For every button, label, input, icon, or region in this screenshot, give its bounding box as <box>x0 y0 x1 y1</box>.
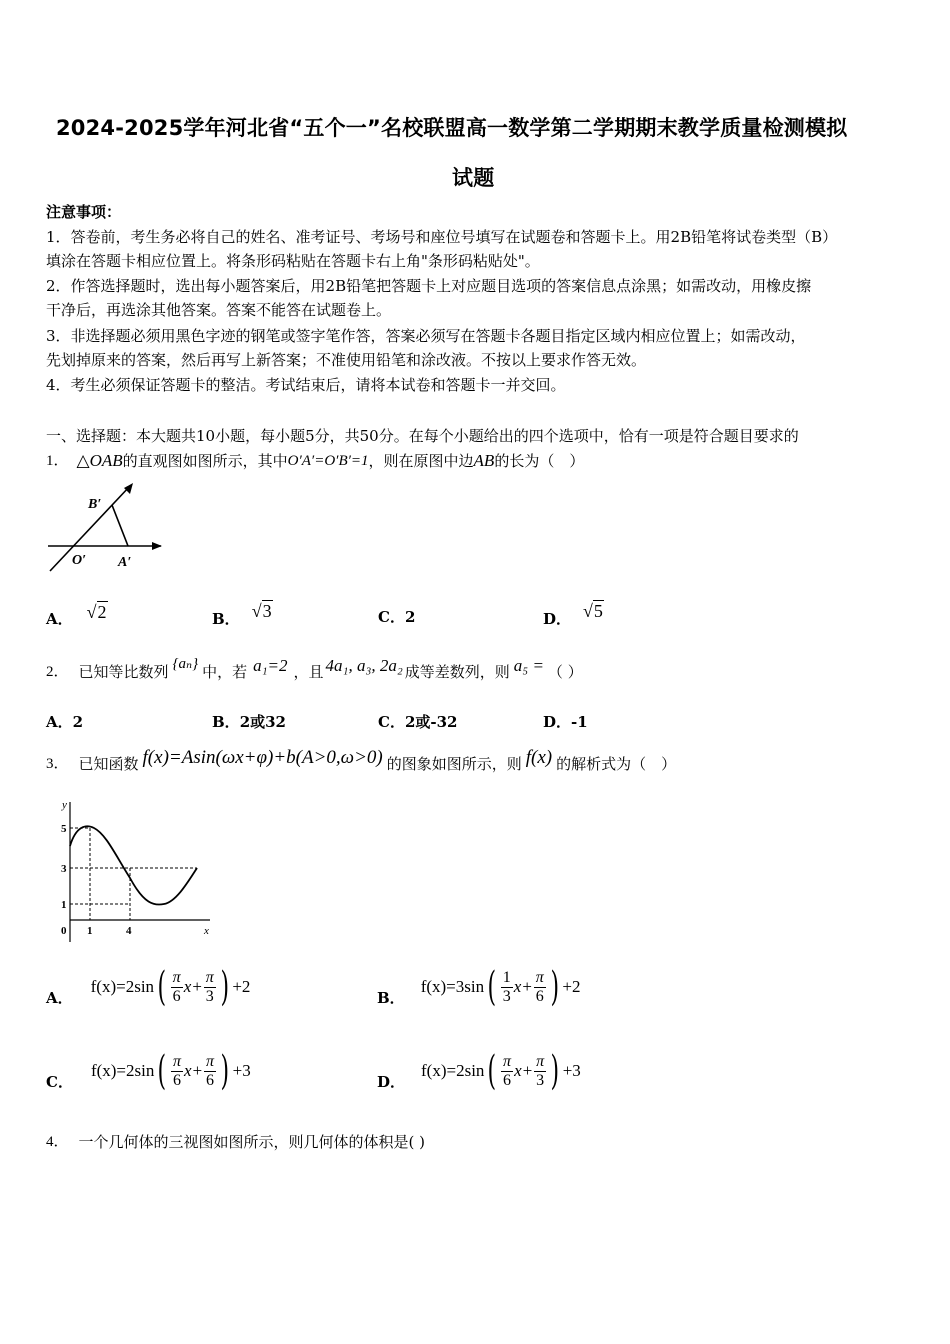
option-value: 2 <box>72 713 84 731</box>
expression-tail: +2 <box>562 977 581 996</box>
option-expression <box>421 964 581 1010</box>
notice-line: 填涂在答题卡相应位置上。将条形码粘贴在答题卡右上角"条形码粘贴处"。 <box>46 252 540 270</box>
expression-lhs: f(x)=3sin <box>420 977 485 996</box>
option-label: D． <box>543 713 572 731</box>
notice-line: 2．作答选择题时，选出每小题答案后，用2B铅笔把答题卡上对应题目选项的答案信息点涂黑；如需改动，用橡皮擦 <box>46 277 812 295</box>
question-text: 的图象如图所示，则 <box>386 755 522 773</box>
condition: O′A′=O′B′=1 <box>287 453 369 469</box>
point-a-label: A′ <box>118 555 132 570</box>
question-text: 的直观图如图所示，其中 <box>122 452 288 470</box>
option-value: 2 <box>404 608 416 626</box>
option-expression <box>91 964 251 1010</box>
option-label: C． <box>378 608 405 626</box>
fraction <box>501 969 513 1006</box>
option-b[interactable] <box>212 711 286 732</box>
x-axis-label: x <box>204 925 209 937</box>
triangle-label: △OAB <box>76 451 123 470</box>
sine-graph-figure <box>56 796 216 946</box>
question-text: （ ） <box>547 663 583 681</box>
option-label: B． <box>377 988 405 1007</box>
option-b[interactable] <box>212 594 273 629</box>
option-a[interactable] <box>46 962 250 1012</box>
function-formula: f(x)=Asin(ωx+φ)+b(A>0,ω>0) <box>142 747 383 768</box>
question-1 <box>46 449 584 473</box>
option-label: B． <box>212 713 240 731</box>
x-tick-4: 4 <box>126 925 132 937</box>
y-axis-label: y <box>62 799 67 811</box>
question-text: 的长为（ ） <box>494 452 585 470</box>
notice-line: 3．非选择题必须用黑色字迹的钢笔或签字笔作答，答案必须写在答题卡各题目指定区域内相应位置上；如需改动， <box>46 327 806 345</box>
origin-label: 0 <box>61 925 67 937</box>
question-2 <box>46 652 583 692</box>
option-c[interactable] <box>378 711 458 732</box>
option-expression <box>421 1048 581 1094</box>
option-label: A． <box>46 713 73 731</box>
fraction <box>204 1053 216 1090</box>
condition: a₁=2 <box>253 656 288 675</box>
numerator: π <box>206 1052 215 1070</box>
question-text: 的解析式为（ ） <box>556 755 677 773</box>
question-number: 2． <box>46 664 69 680</box>
expression-lhs: f(x)=2sin <box>421 1061 485 1080</box>
right-paren: ) <box>220 1048 230 1094</box>
question-number: 4． <box>46 1134 69 1150</box>
denominator: 3 <box>205 987 214 1005</box>
expression-middle: x+ <box>514 1061 534 1080</box>
expression-middle: x+ <box>184 1061 204 1080</box>
question-text: ，则在原图中边 <box>368 452 474 470</box>
expression-lhs: f(x)=2sin <box>90 977 155 996</box>
question-text: 一个几何体的三视图如图所示，则几何体的体积是( ) <box>78 1133 425 1151</box>
right-paren: ) <box>550 964 559 1010</box>
x-tick-1: 1 <box>87 925 93 937</box>
numerator: π <box>536 1052 545 1070</box>
question-4 <box>46 1130 425 1154</box>
denominator: 3 <box>536 1071 545 1089</box>
function-name: f(x) <box>525 747 553 768</box>
numerator: π <box>205 968 214 986</box>
denominator: 6 <box>503 1071 512 1089</box>
y-tick-1: 1 <box>61 899 67 911</box>
sequence-terms: 4a₁, a₃, 2a₂ <box>325 656 403 675</box>
segment-a-b <box>112 505 128 546</box>
denominator: 6 <box>172 987 181 1005</box>
notice-line: 1．答卷前，考生务必将自己的姓名、准考证号、考场号和座位号填写在试题卷和答题卡上。用2B铅笔将试卷类型（B） <box>46 228 838 246</box>
option-expression <box>91 1048 251 1094</box>
numerator: 1 <box>502 968 511 986</box>
option-d[interactable] <box>543 594 604 629</box>
question-3 <box>46 742 676 786</box>
target-term: a₅ = <box>513 656 544 675</box>
option-value: 5 <box>593 601 603 621</box>
option-value: -1 <box>571 713 588 731</box>
fraction <box>204 969 216 1006</box>
numerator: π <box>172 968 181 986</box>
numerator: π <box>172 1052 181 1070</box>
left-paren: ( <box>157 1048 167 1094</box>
expression-tail: +3 <box>562 1061 581 1080</box>
option-label: C． <box>378 713 405 731</box>
x-axis-arrow <box>152 542 162 550</box>
question-text: 已知函数 <box>78 755 139 773</box>
fraction <box>171 969 183 1006</box>
option-label: D． <box>377 1072 406 1091</box>
option-label: B． <box>212 610 240 628</box>
option-label: A． <box>46 988 73 1007</box>
option-c[interactable] <box>46 1046 251 1096</box>
sequence-label: {aₙ} <box>172 656 199 672</box>
numerator: π <box>535 968 544 986</box>
denominator: 6 <box>535 987 544 1005</box>
page-title: 2024-2025学年河北省“五个一”名校联盟高一数学第二学期期末教学质量检测模拟 <box>56 116 848 140</box>
option-value: 2或-32 <box>404 713 458 731</box>
y-tick-5: 5 <box>61 823 67 835</box>
fraction <box>171 1053 183 1090</box>
expression-tail: +3 <box>232 1061 251 1080</box>
edge-label: AB <box>473 451 495 470</box>
notice-line: 先划掉原来的答案，然后再写上新答案；不准使用铅笔和涂改液。不按以上要求作答无效。 <box>46 351 647 369</box>
question-text: 成等差数列，则 <box>404 663 510 681</box>
option-d[interactable] <box>543 711 588 732</box>
option-c[interactable] <box>378 606 415 627</box>
option-value: 2 <box>97 602 107 622</box>
expression-middle: x+ <box>513 977 533 996</box>
left-paren: ( <box>157 964 167 1010</box>
option-d[interactable] <box>377 1046 581 1096</box>
denominator: 6 <box>172 1071 181 1089</box>
fraction <box>501 1053 513 1090</box>
expression-middle: x+ <box>183 977 203 996</box>
denominator: 6 <box>206 1071 215 1089</box>
y-tick-3: 3 <box>61 863 67 875</box>
option-a[interactable] <box>46 711 83 732</box>
notice-heading: 注意事项： <box>46 203 122 221</box>
page-title-line2: 试题 <box>452 166 495 190</box>
question-number: 1． <box>46 453 69 469</box>
option-label: A． <box>46 610 73 628</box>
sqrt-expression: √3 <box>251 601 272 621</box>
oblique-drawing-figure <box>44 478 169 578</box>
option-label: D． <box>543 610 572 628</box>
sine-curve <box>70 826 197 904</box>
option-a[interactable] <box>46 596 108 629</box>
notice-line: 干净后，再选涂其他答案。答案不能答在试题卷上。 <box>46 301 392 319</box>
left-paren: ( <box>487 1048 497 1094</box>
fraction <box>534 969 546 1006</box>
sqrt-expression: √5 <box>583 601 603 621</box>
point-b-label: B′ <box>88 497 102 512</box>
option-b[interactable] <box>377 962 580 1012</box>
question-text: 已知等比数列 <box>78 663 169 681</box>
sqrt-expression: √2 <box>86 602 107 622</box>
question-text: ，且 <box>293 663 324 681</box>
question-text: 中，若 <box>202 663 248 681</box>
option-label: C． <box>46 1072 73 1091</box>
numerator: π <box>503 1052 512 1070</box>
question-number: 3． <box>46 756 69 772</box>
right-paren: ) <box>550 1048 560 1094</box>
notice-line: 4．考生必须保证答题卡的整洁。考试结束后，请将本试卷和答题卡一并交回。 <box>46 376 566 394</box>
left-paren: ( <box>487 964 497 1010</box>
fraction <box>534 1053 546 1090</box>
denominator: 3 <box>502 987 511 1005</box>
expression-lhs: f(x)=2sin <box>90 1061 155 1080</box>
expression-tail: +2 <box>232 977 251 996</box>
section-heading: 一、选择题：本大题共10小题，每小题5分，共50分。在每个小题给出的四个选项中，恰有一项是符合题目要求的 <box>46 427 799 445</box>
option-value: 3 <box>262 601 272 621</box>
point-o-label: O′ <box>72 553 87 568</box>
y-axis-arrow <box>124 483 133 494</box>
option-value: 2或32 <box>239 713 286 731</box>
right-paren: ) <box>220 964 229 1010</box>
